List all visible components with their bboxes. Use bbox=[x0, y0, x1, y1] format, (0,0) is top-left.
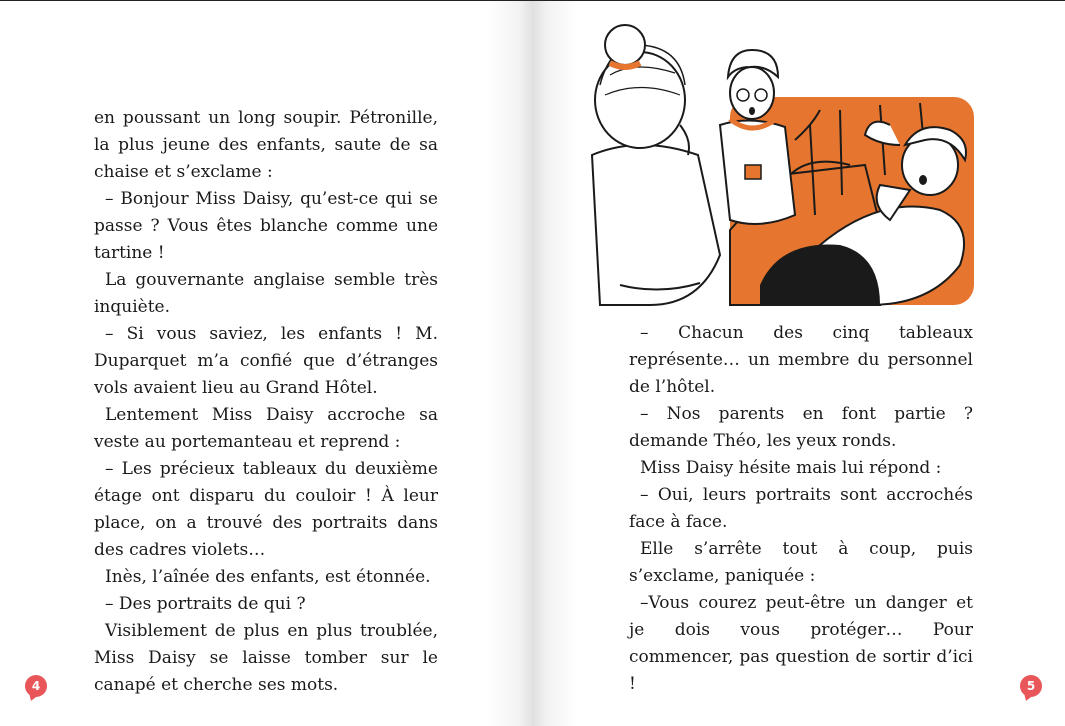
paragraph: –Vous courez peut-être un danger et je dois vous protéger… Pour commencer, pas question de sortir d’ici ! bbox=[629, 593, 973, 694]
paragraph: – Chacun des cinq tableaux représente… un membre du personnel de l’hôtel. bbox=[629, 323, 973, 397]
paragraph: Miss Daisy hésite mais lui répond : bbox=[640, 458, 942, 478]
left-page bbox=[0, 1, 532, 726]
book-spread bbox=[0, 1, 1065, 726]
paragraph: – Les précieux tableaux du deuxième étage ont disparu du couloir ! À leur place, on a trouvé des portraits dans des cadres violets… bbox=[94, 459, 438, 560]
paragraph: – Des portraits de qui ? bbox=[105, 594, 306, 614]
girl-body bbox=[592, 145, 720, 305]
paragraph: Lentement Miss Daisy accroche sa veste au portemanteau et reprend : bbox=[94, 405, 438, 452]
page-number-badge: 5 bbox=[1020, 675, 1042, 697]
right-page-text bbox=[629, 320, 973, 698]
paragraph: Inès, l’aînée des enfants, est étonnée. bbox=[105, 567, 431, 587]
paragraph: Visiblement de plus en plus troublée, Miss Daisy se laisse tomber sur le canapé et cherche ses mots. bbox=[94, 621, 438, 695]
paragraph: en poussant un long soupir. Pétronille, la plus jeune des enfants, saute de sa chaise et s’exclame : bbox=[94, 108, 438, 182]
girl-hair-bun bbox=[605, 25, 645, 65]
paragraph: – Nos parents en font partie ? demande Théo, les yeux ronds. bbox=[629, 404, 973, 451]
paragraph: – Oui, leurs portraits sont accrochés face à face. bbox=[629, 485, 973, 532]
paragraph: – Si vous saviez, les enfants ! M. Duparquet m’a confié que d’étranges vols avaient lieu au Grand Hôtel. bbox=[94, 324, 438, 398]
story-illustration bbox=[580, 15, 974, 313]
page-number-badge: 4 bbox=[25, 675, 47, 697]
paragraph: – Bonjour Miss Daisy, qu’est-ce qui se passe ? Vous êtes blanche comme une tartine ! bbox=[94, 189, 438, 263]
left-page-text bbox=[94, 105, 438, 699]
paragraph: Elle s’arrête tout à coup, puis s’exclame, paniquée : bbox=[629, 539, 973, 586]
paragraph: La gouvernante anglaise semble très inquiète. bbox=[94, 270, 438, 317]
